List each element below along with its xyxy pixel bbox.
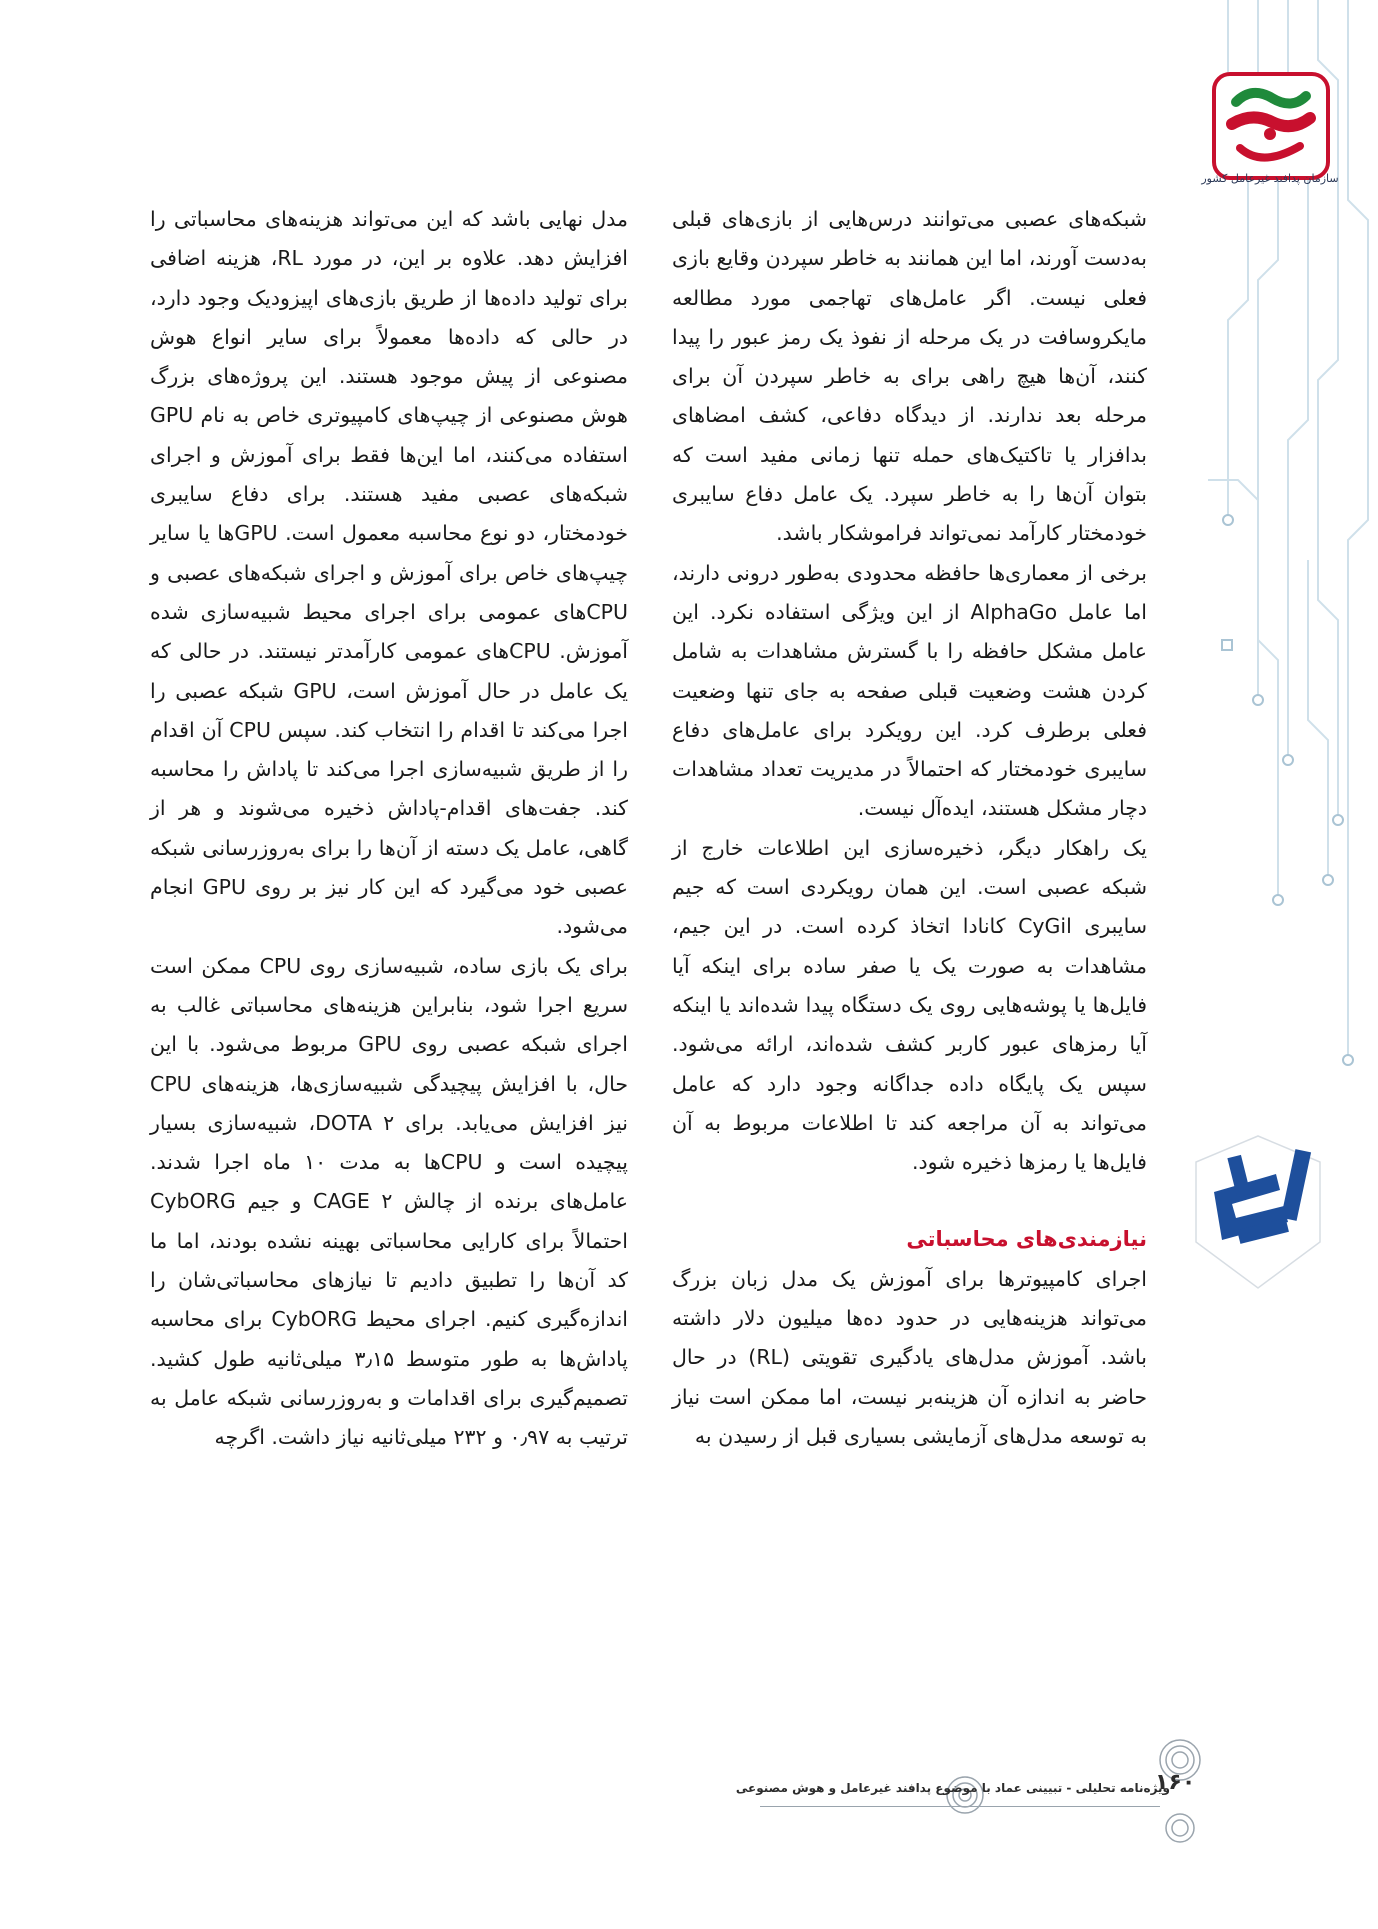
article-right-column <box>672 200 1147 1456</box>
section-heading: نیازمندی‌های محاسباتی <box>906 1227 1147 1252</box>
paragraph: یک راهکار دیگر، ذخیره‌سازی این اطلاعات خارج از شبکه عصبی است. این همان رویکردی است که جیم سایبری CyGil کانادا اتخاذ کرده است. در این جیم، مشاهدات به صورت یک یا صفر ساده برای اینکه آیا فایل‌ها یا پوشه‌هایی روی یک دستگاه پیدا شده‌اند یا اینکه آیا رمزهای عبور کاربر کشف شده‌اند، ارائه می‌شود. سپس یک پایگاه داده جداگانه وجود دارد که عامل می‌تواند به آن مراجعه کند تا اطلاعات مربوط به آن فایل‌ها یا رمزها ذخیره شود. <box>672 835 1147 1175</box>
logo-caption: سازمان پدافند غیرعامل کشور <box>1201 172 1339 185</box>
page-number: ۱۶۰ <box>1155 1770 1196 1795</box>
emad-emblem-logo <box>1192 1132 1324 1292</box>
page-footer <box>735 1775 1190 1805</box>
article-left-column <box>150 200 628 1458</box>
footer-divider <box>760 1806 1160 1807</box>
paragraph: برخی از معماری‌ها حافظه محدودی به‌طور درونی دارند، اما عامل AlphaGo از این ویژگی استفاده نکرد. این عامل مشکل حافظه را با گسترش مشاهدات به شامل کردن هشت وضعیت قبلی صفحه به جای تنها وضعیت فعلی برطرف کرد. این رویکرد برای عامل‌های دفاع سایبری خودمختار که احتمالاً در مدیریت تعداد مشاهدات دچار مشکل هستند، ایده‌آل نیست. <box>672 560 1147 821</box>
organization-logo <box>1212 72 1330 184</box>
paragraph: مدل نهایی باشد که این می‌تواند هزینه‌های محاسباتی را افزایش دهد. علاوه بر این، در مورد RL، هزینه اضافی برای تولید داده‌ها از طریق بازی‌های اپیزودیک وجود دارد، در حالی که داده‌ها معمولاً برای سایر انواع هوش مصنوعی از پیش موجود هستند. این پروژه‌های بزرگ هوش مصنوعی از چیپ‌های کامپیوتری خاص به نام GPU استفاده می‌کنند، اما این‌ها فقط برای آموزش و اجرای شبکه‌های عصبی مفید هستند. برای دفاع سایبری خودمختار، دو نوع محاسبه معمول است. GPUها یا سایر چیپ‌های خاص برای آموزش و اجرای شبکه‌های عصبی و CPUهای عمومی برای اجرای محیط شبیه‌سازی شده آموزش. CPUهای عمومی کارآمدتر نیستند. در حالی که یک عامل در حال آموزش است، GPU شبکه عصبی را اجرا می‌کند تا اقدام را انتخاب کند. سپس CPU آن اقدام را از طریق شبیه‌سازی اجرا می‌کند تا پاداش را محاسبه کند. جفت‌های اقدام-پاداش ذخیره می‌شوند و هر از گاهی، عامل یک دسته از آن‌ها را برای به‌روزرسانی شبکه عصبی خود می‌گیرد که این کار نیز بر روی GPU انجام می‌شود. <box>150 207 628 939</box>
paragraph: شبکه‌های عصبی می‌توانند درس‌هایی از بازی‌های قبلی به‌دست آورند، اما این همانند به خاطر سپردن وقایع بازی فعلی نیست. اگر عامل‌های تهاجمی مورد مطالعه مایکروسافت در یک مرحله از نفوذ یک رمز عبور را پیدا کنند، آن‌ها هیچ راهی برای به خاطر سپردن آن برای مرحله بعد ندارند. از دیدگاه دفاعی، کشف امضاهای بدافزار یا تاکتیک‌های حمله تنها زمانی مفید است که بتوان آن‌ها را به خاطر سپرد. یک عامل دفاع سایبری خودمختار کارآمد نمی‌تواند فراموشکار باشد. <box>672 207 1147 546</box>
publication-title: ویژه‌نامه تحلیلی - تبیینی عماد با موضوع پدافند غیرعامل و هوش مصنوعی <box>735 1781 1170 1795</box>
paragraph: اجرای کامپیوترها برای آموزش یک مدل زبان بزرگ می‌تواند هزینه‌هایی در حدود ده‌ها میلیون دلار داشته باشد. آموزش مدل‌های یادگیری تقویتی (RL) در حال حاضر به اندازه آن هزینه‌بر نیست، اما ممکن است نیاز به توسعه مدل‌های آزمایشی بسیاری قبل از رسیدن به <box>672 1266 1147 1448</box>
paragraph: برای یک بازی ساده، شبیه‌سازی روی CPU ممکن است سریع اجرا شود، بنابراین هزینه‌های محاسباتی غالب به اجرای شبکه عصبی روی GPU مربوط می‌شود. با این حال، با افزایش پیچیدگی شبیه‌سازی‌ها، هزینه‌های CPU نیز افزایش می‌یابد. برای DOTA ۲، شبیه‌سازی بسیار پیچیده است و CPUها به مدت ۱۰ ماه اجرا شدند. عامل‌های برنده از چالش CAGE ۲ و جیم CybORG احتمالاً برای کارایی محاسباتی بهینه نشده بودند، اما ما کد آن‌ها را تطبیق دادیم تا نیازهای محاسباتی‌شان را اندازه‌گیری کنیم. اجرای محیط CybORG برای محاسبه پاداش‌ها به طور متوسط ۳٫۱۵ میلی‌ثانیه طول کشید. تصمیم‌گیری برای اقدامات و به‌روزرسانی شبکه عامل به ترتیب به ۰٫۹۷ و ۲۳۲ میلی‌ثانیه نیاز داشت. اگرچه <box>150 953 629 1450</box>
